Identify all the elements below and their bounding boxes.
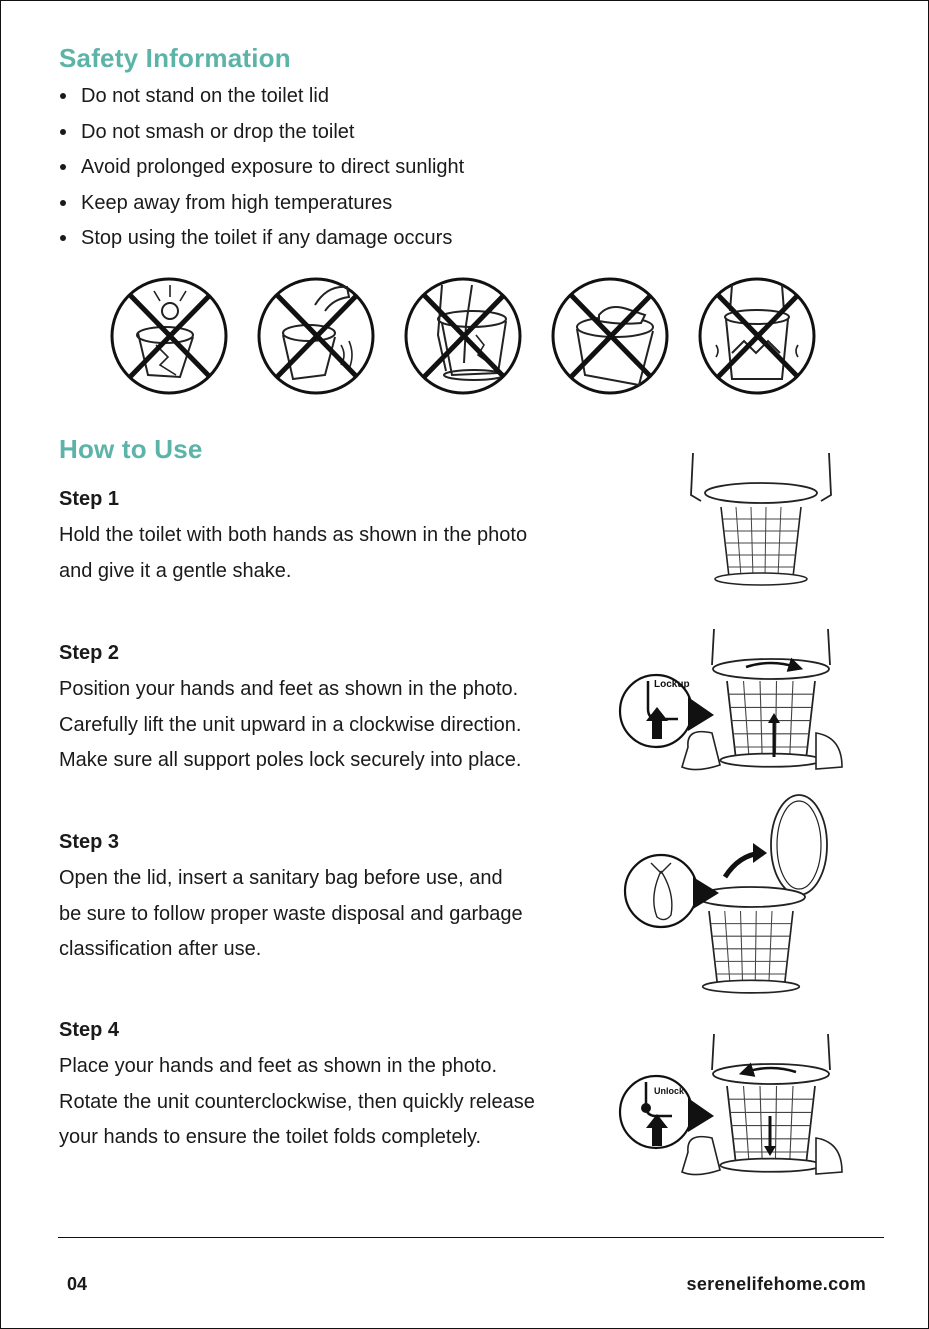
step-line: Position your hands and feet as shown in the photo. <box>59 678 519 700</box>
step-line: Hold the toilet with both hands as shown in the photo <box>59 524 528 546</box>
step-2-illustration <box>616 627 846 785</box>
safety-item: Do not stand on the toilet lid <box>59 81 464 117</box>
no-stand-icon <box>402 275 524 397</box>
website-link[interactable]: serenelifehome.com <box>686 1274 866 1294</box>
step-label: Step 3 <box>59 831 120 853</box>
safety-title: Safety Information <box>59 43 291 73</box>
no-heat-icon <box>696 275 818 397</box>
step-line: Place your hands and feet as shown in the photo. <box>59 1055 498 1077</box>
step-3-illustration <box>621 793 841 1005</box>
no-smash-icon <box>108 275 230 397</box>
lock-label: Lockup <box>654 679 690 690</box>
step-4 <box>59 1017 619 1156</box>
step-3 <box>59 829 619 968</box>
step-1 <box>59 486 619 589</box>
step-label: Step 1 <box>59 488 120 510</box>
step-4-illustration <box>616 1032 846 1190</box>
footer-divider <box>58 1237 884 1238</box>
step-label: Step 2 <box>59 642 120 664</box>
howto-title: How to Use <box>59 434 203 464</box>
step-line: be sure to follow proper waste disposal and garbage <box>59 902 523 925</box>
safety-item: Keep away from high temperatures <box>59 188 464 224</box>
safety-list <box>59 81 464 259</box>
step-line: your hands to ensure the toilet folds completely. <box>59 1126 482 1149</box>
safety-item: Stop using the toilet if any damage occurs <box>59 223 464 259</box>
step-line: Make sure all support poles lock securely into place. <box>59 749 522 772</box>
step-line: classification after use. <box>59 938 262 961</box>
step-line: Rotate the unit counterclockwise, then quickly release <box>59 1090 535 1113</box>
unlock-label: Unlock <box>654 1086 685 1096</box>
no-drop-icon <box>255 275 377 397</box>
warning-icons-row <box>108 275 818 397</box>
safety-item: Do not smash or drop the toilet <box>59 117 464 153</box>
step-label: Step 4 <box>59 1019 120 1041</box>
step-line: Open the lid, insert a sanitary bag before use, and <box>59 867 503 889</box>
step-1-illustration <box>681 449 841 594</box>
step-line: Carefully lift the unit upward in a clockwise direction. <box>59 713 522 736</box>
no-step-icon <box>549 275 671 397</box>
step-line: and give it a gentle shake. <box>59 559 292 582</box>
page-number: 04 <box>67 1274 88 1294</box>
step-2 <box>59 640 619 779</box>
safety-item: Avoid prolonged exposure to direct sunlight <box>59 152 464 188</box>
